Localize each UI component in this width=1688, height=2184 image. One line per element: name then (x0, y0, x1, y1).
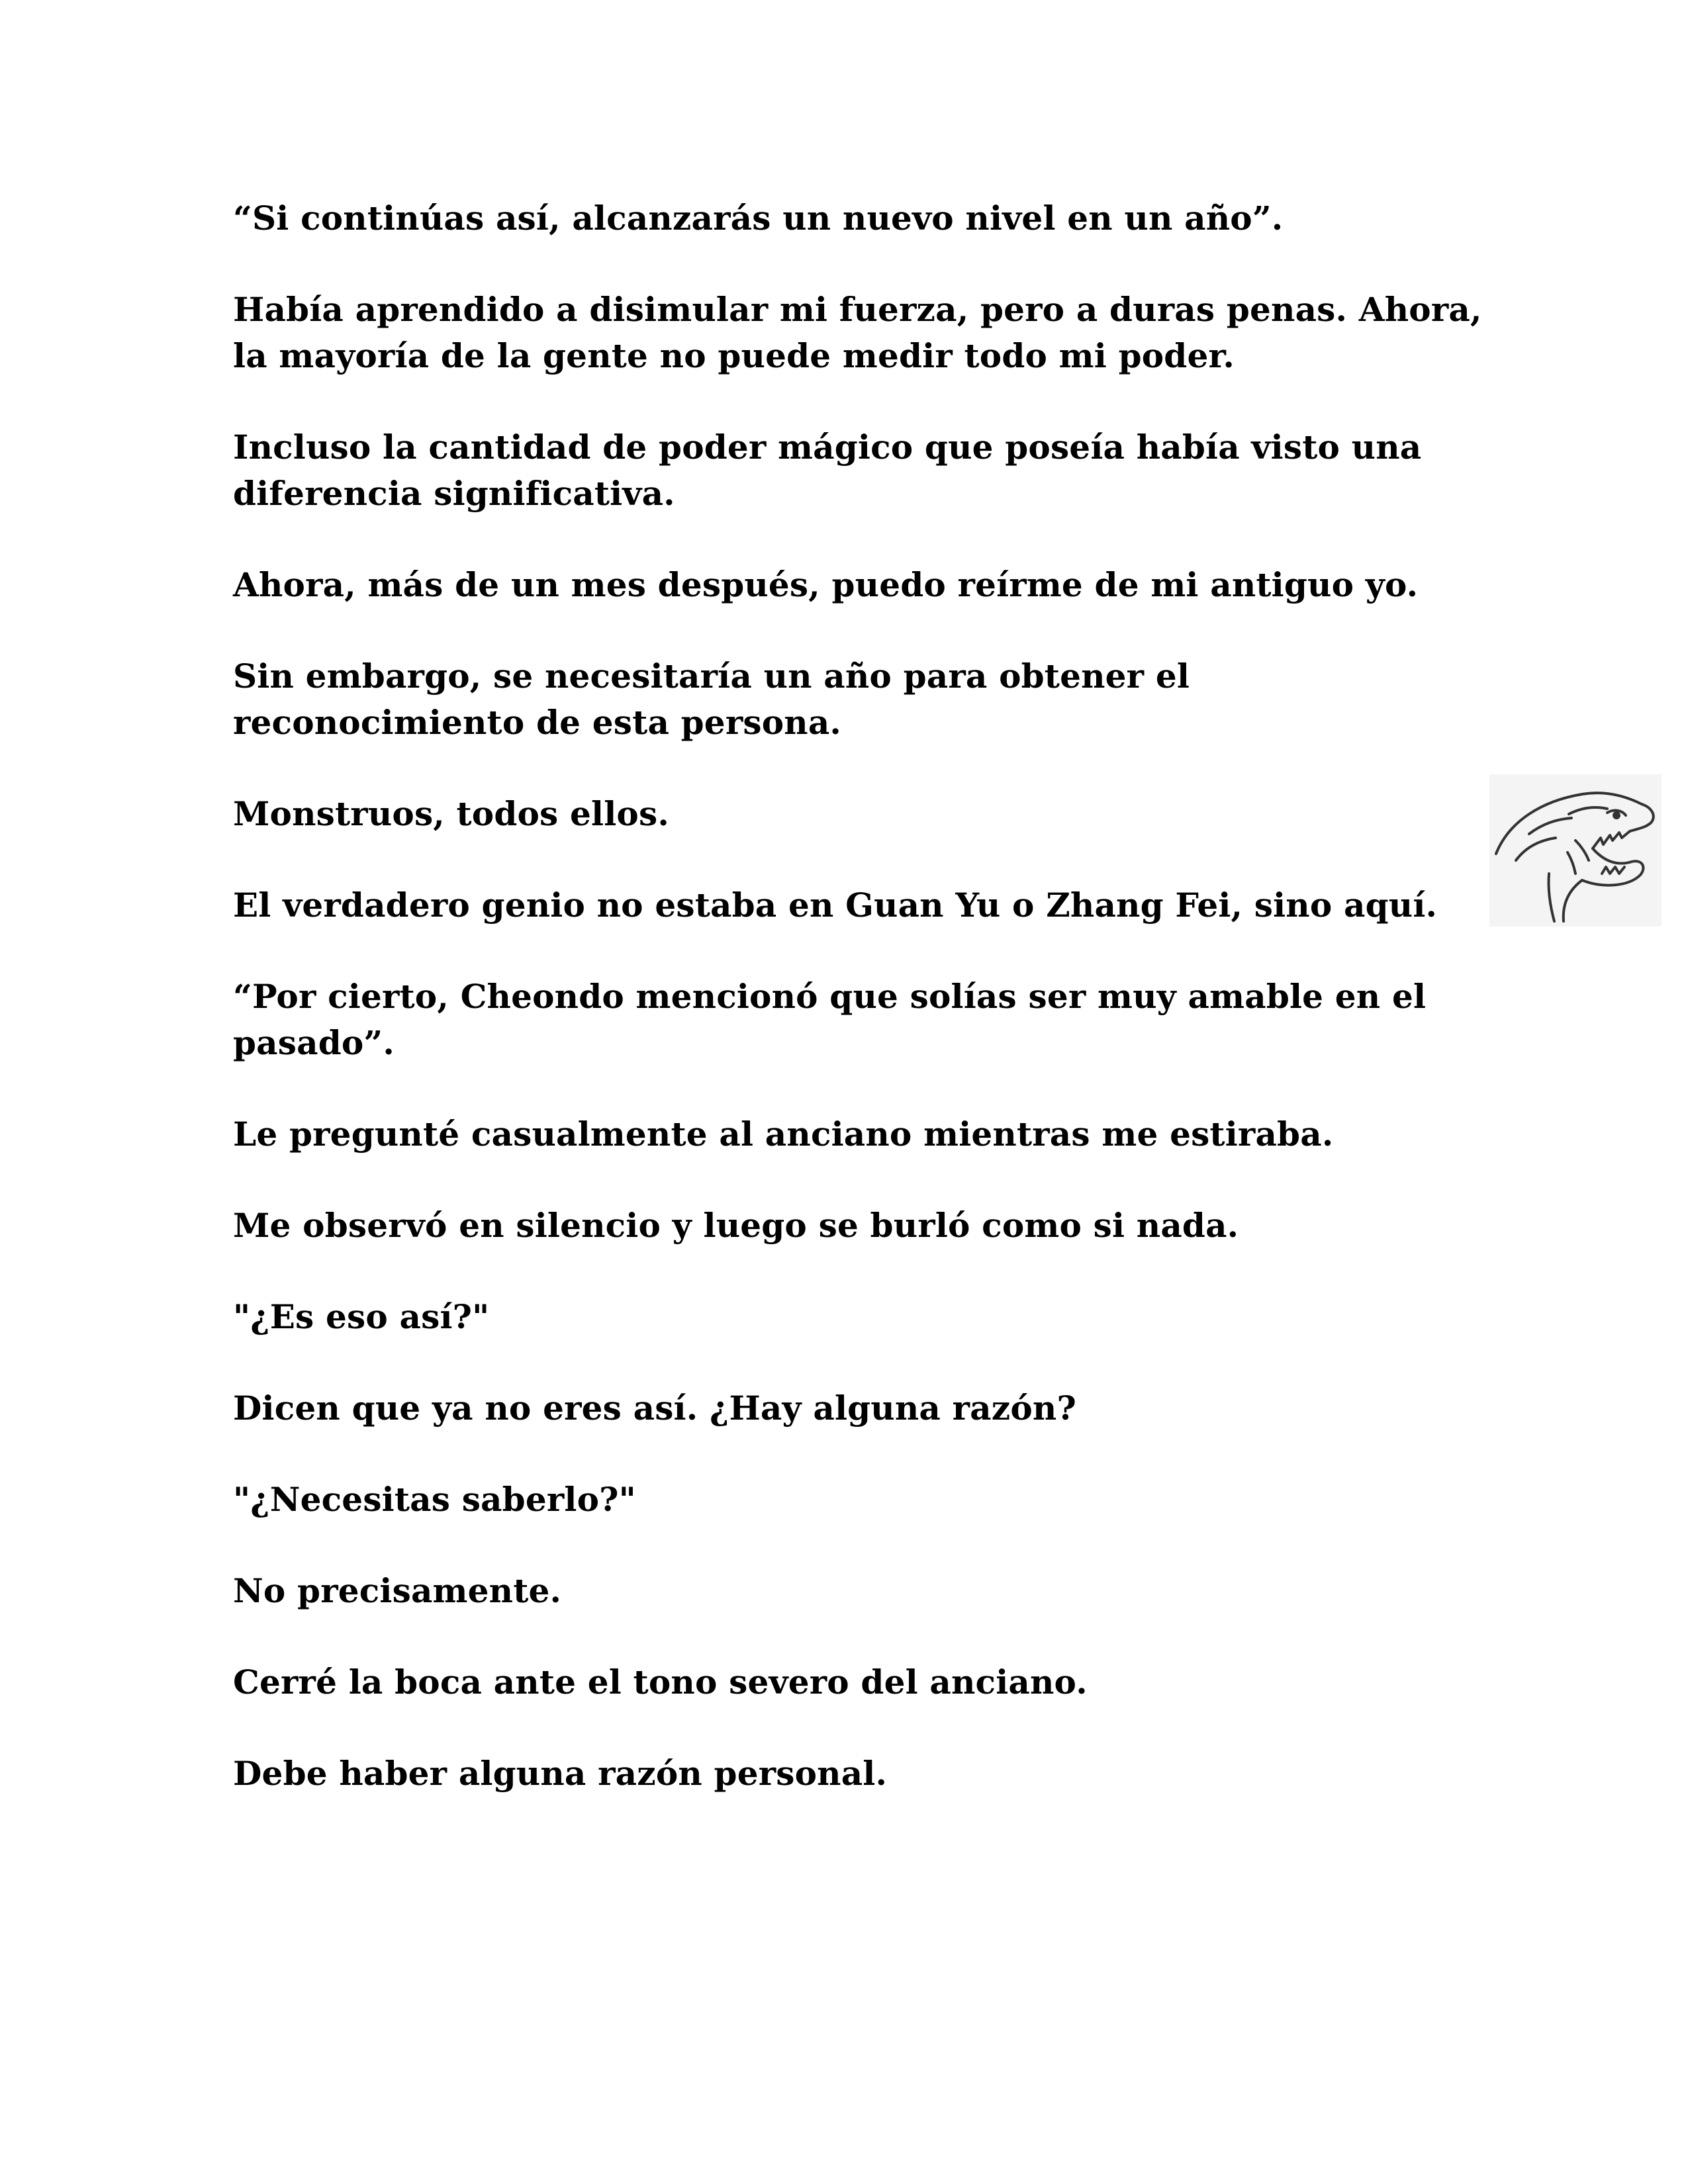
paragraph: Me observó en silencio y luego se burló como si nada. (233, 1206, 1239, 1245)
paragraph: Dicen que ya no eres así. ¿Hay alguna razón? (233, 1388, 1076, 1428)
paragraph: Sin embargo, se necesitaría un año para obtener el reconocimiento de esta persona. (233, 657, 1190, 742)
paragraph: “Por cierto, Cheondo mencionó que solías ser muy amable en el pasado”. (233, 977, 1427, 1062)
paragraph: Había aprendido a disimular mi fuerza, pero a duras penas. Ahora, la mayoría de la gente no puede medir todo mi poder. (233, 290, 1482, 375)
paragraph: Monstruos, todos ellos. (233, 794, 669, 833)
document-body (233, 195, 1491, 1842)
paragraph: Cerré la boca ante el tono severo del anciano. (233, 1662, 1088, 1702)
paragraph: Debe haber alguna razón personal. (233, 1754, 888, 1793)
paragraph: "¿Es eso así?" (233, 1297, 490, 1336)
paragraph: El verdadero genio no estaba en Guan Yu o Zhang Fei, sino aquí. (233, 886, 1438, 925)
dinosaur-head-icon (1489, 774, 1662, 927)
paragraph: “Si continúas así, alcanzarás un nuevo nivel en un año”. (233, 199, 1284, 238)
paragraph: No precisamente. (233, 1571, 562, 1610)
paragraph: Incluso la cantidad de poder mágico que poseía había visto una diferencia significativa. (233, 428, 1422, 513)
paragraph: Ahora, más de un mes después, puedo reírme de mi antiguo yo. (233, 565, 1419, 604)
paragraph: Le pregunté casualmente al anciano mientras me estiraba. (233, 1115, 1334, 1154)
paragraph: "¿Necesitas saberlo?" (233, 1480, 636, 1519)
dinosaur-sketch (1489, 774, 1662, 927)
